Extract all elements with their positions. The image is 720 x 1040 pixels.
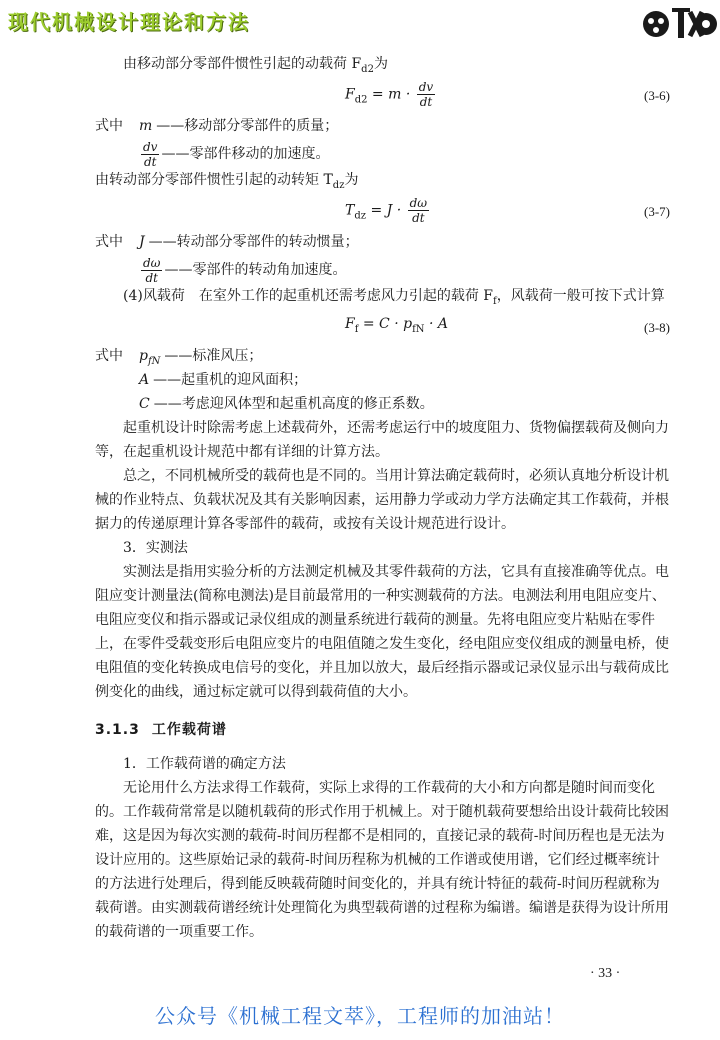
equation-3-7: $T_{dz} = J$ · $\frac{d\omega}{dt}$ (3-7)	[345, 196, 670, 225]
variable-definition: 式中 J ——转动部分零部件的转动惯量；	[95, 234, 359, 250]
subheading-measurement-method: 3．实测法	[123, 540, 188, 556]
paragraph-wind-load: (4)风载荷 在室外工作的起重机还需考虑风力引起的载荷 $F_f$，风载荷一般可按下式计算	[123, 288, 665, 307]
equation-number: (3-8)	[644, 320, 670, 335]
variable-definition: $\frac{d\omega}{dt}$ ——零部件的转动角加速度。	[143, 255, 347, 285]
paragraph-summary: 总之，不同机械所受的载荷也是不同的。当用计算法确定载荷时，必须认真地分析设计机械的作业特点、负载状况及其有关影响因素，运用静力学或动力学方法确定其工作载荷，并根据力的传递原理计算各零部件的载荷，或按有关设计规范进行设计。	[95, 468, 669, 532]
paragraph-dynamic-load-intro: 由移动部分零部件惯性引起的动载荷 $F_{d2}$为	[123, 56, 388, 75]
subheading-load-spectrum-method: 1．工作载荷谱的确定方法	[123, 756, 286, 772]
equation-number: (3-7)	[644, 204, 670, 219]
equation-number: (3-6)	[644, 88, 670, 103]
book-title: 现代机械设计理论和方法	[8, 10, 250, 34]
page-number: · 33 ·	[590, 966, 621, 981]
section-heading: 3.1.3 工作载荷谱	[95, 722, 227, 738]
equation-3-6: $F_{d2} = m$ · $\frac{dv}{dt}$ (3-6)	[345, 80, 670, 109]
publisher-logo-icon	[640, 2, 718, 42]
paragraph-crane-design: 起重机设计时除需考虑上述载荷外，还需考虑运行中的坡度阻力、货物偏摆载荷及侧向力等，在起重机设计规范中都有详细的计算方法。	[95, 420, 669, 460]
page-body	[95, 52, 670, 944]
paragraph-load-spectrum: 无论用什么方法求得工作载荷，实际上求得的工作载荷的大小和方向都是随时间而变化的。工作载荷常常是以随机载荷的形式作用于机械上。对于随机载荷要想给出设计载荷比较困难，这是因为每次实测的载荷-时间历程都不是相同的，直接记录的载荷-时间历程也是无法为设计应用的。这些原始记录的载荷-时间历程称为机械的工作谱或使用谱，它们经过概率统计的方法进行处理后，得到能反映载荷随时间变化的，并具有统计特征的载荷-时间历程就称为载荷谱。由实测载荷谱经统计处理简化为典型载荷谱的过程称为编谱。编谱是获得为设计所用的载荷谱的一项重要工作。	[95, 780, 669, 940]
variable-definition: A ——起重机的迎风面积；	[139, 372, 308, 388]
variable-definition: C ——考虑迎风体型和起重机高度的修正系数。	[139, 396, 434, 412]
equation-3-8: $F_f = C \cdot p_{fN} \cdot A$ (3-8)	[95, 308, 670, 344]
paragraph-measurement-method: 实测法是指用实验分析的方法测定机械及其零件载荷的方法，它具有直接准确等优点。电阻应变计测量法(简称电测法)是目前最常用的一种实测载荷的方法。电测法利用电阻应变片、电阻应变仪和指示器或记录仪组成的测量系统进行载荷的测量。先将电阻应变片粘贴在零件上，在零件受载变形后电阻应变片的电阻值随之发生变化，经电阻应变仪组成的测量电桥，使电阻值的变化转换成电信号的变化，并且加以放大，最后经指示器或记录仪显示出与载荷成比例变化的曲线，通过标定就可以得到载荷值的大小。	[95, 564, 669, 700]
variable-definition: 式中 m ——移动部分零部件的质量；	[95, 118, 339, 134]
paragraph-dynamic-torque-intro: 由转动部分零部件惯性引起的动转矩 $T_{dz}$为	[95, 172, 359, 191]
page-header	[0, 0, 720, 44]
footer-banner: 公众号《机械工程文萃》，工程师的加油站！	[155, 1004, 565, 1028]
variable-definition: $\frac{dv}{dt}$ ——零部件移动的加速度。	[143, 139, 330, 169]
variable-definition: 式中 $p_{fN}$ ——标准风压；	[95, 348, 263, 367]
